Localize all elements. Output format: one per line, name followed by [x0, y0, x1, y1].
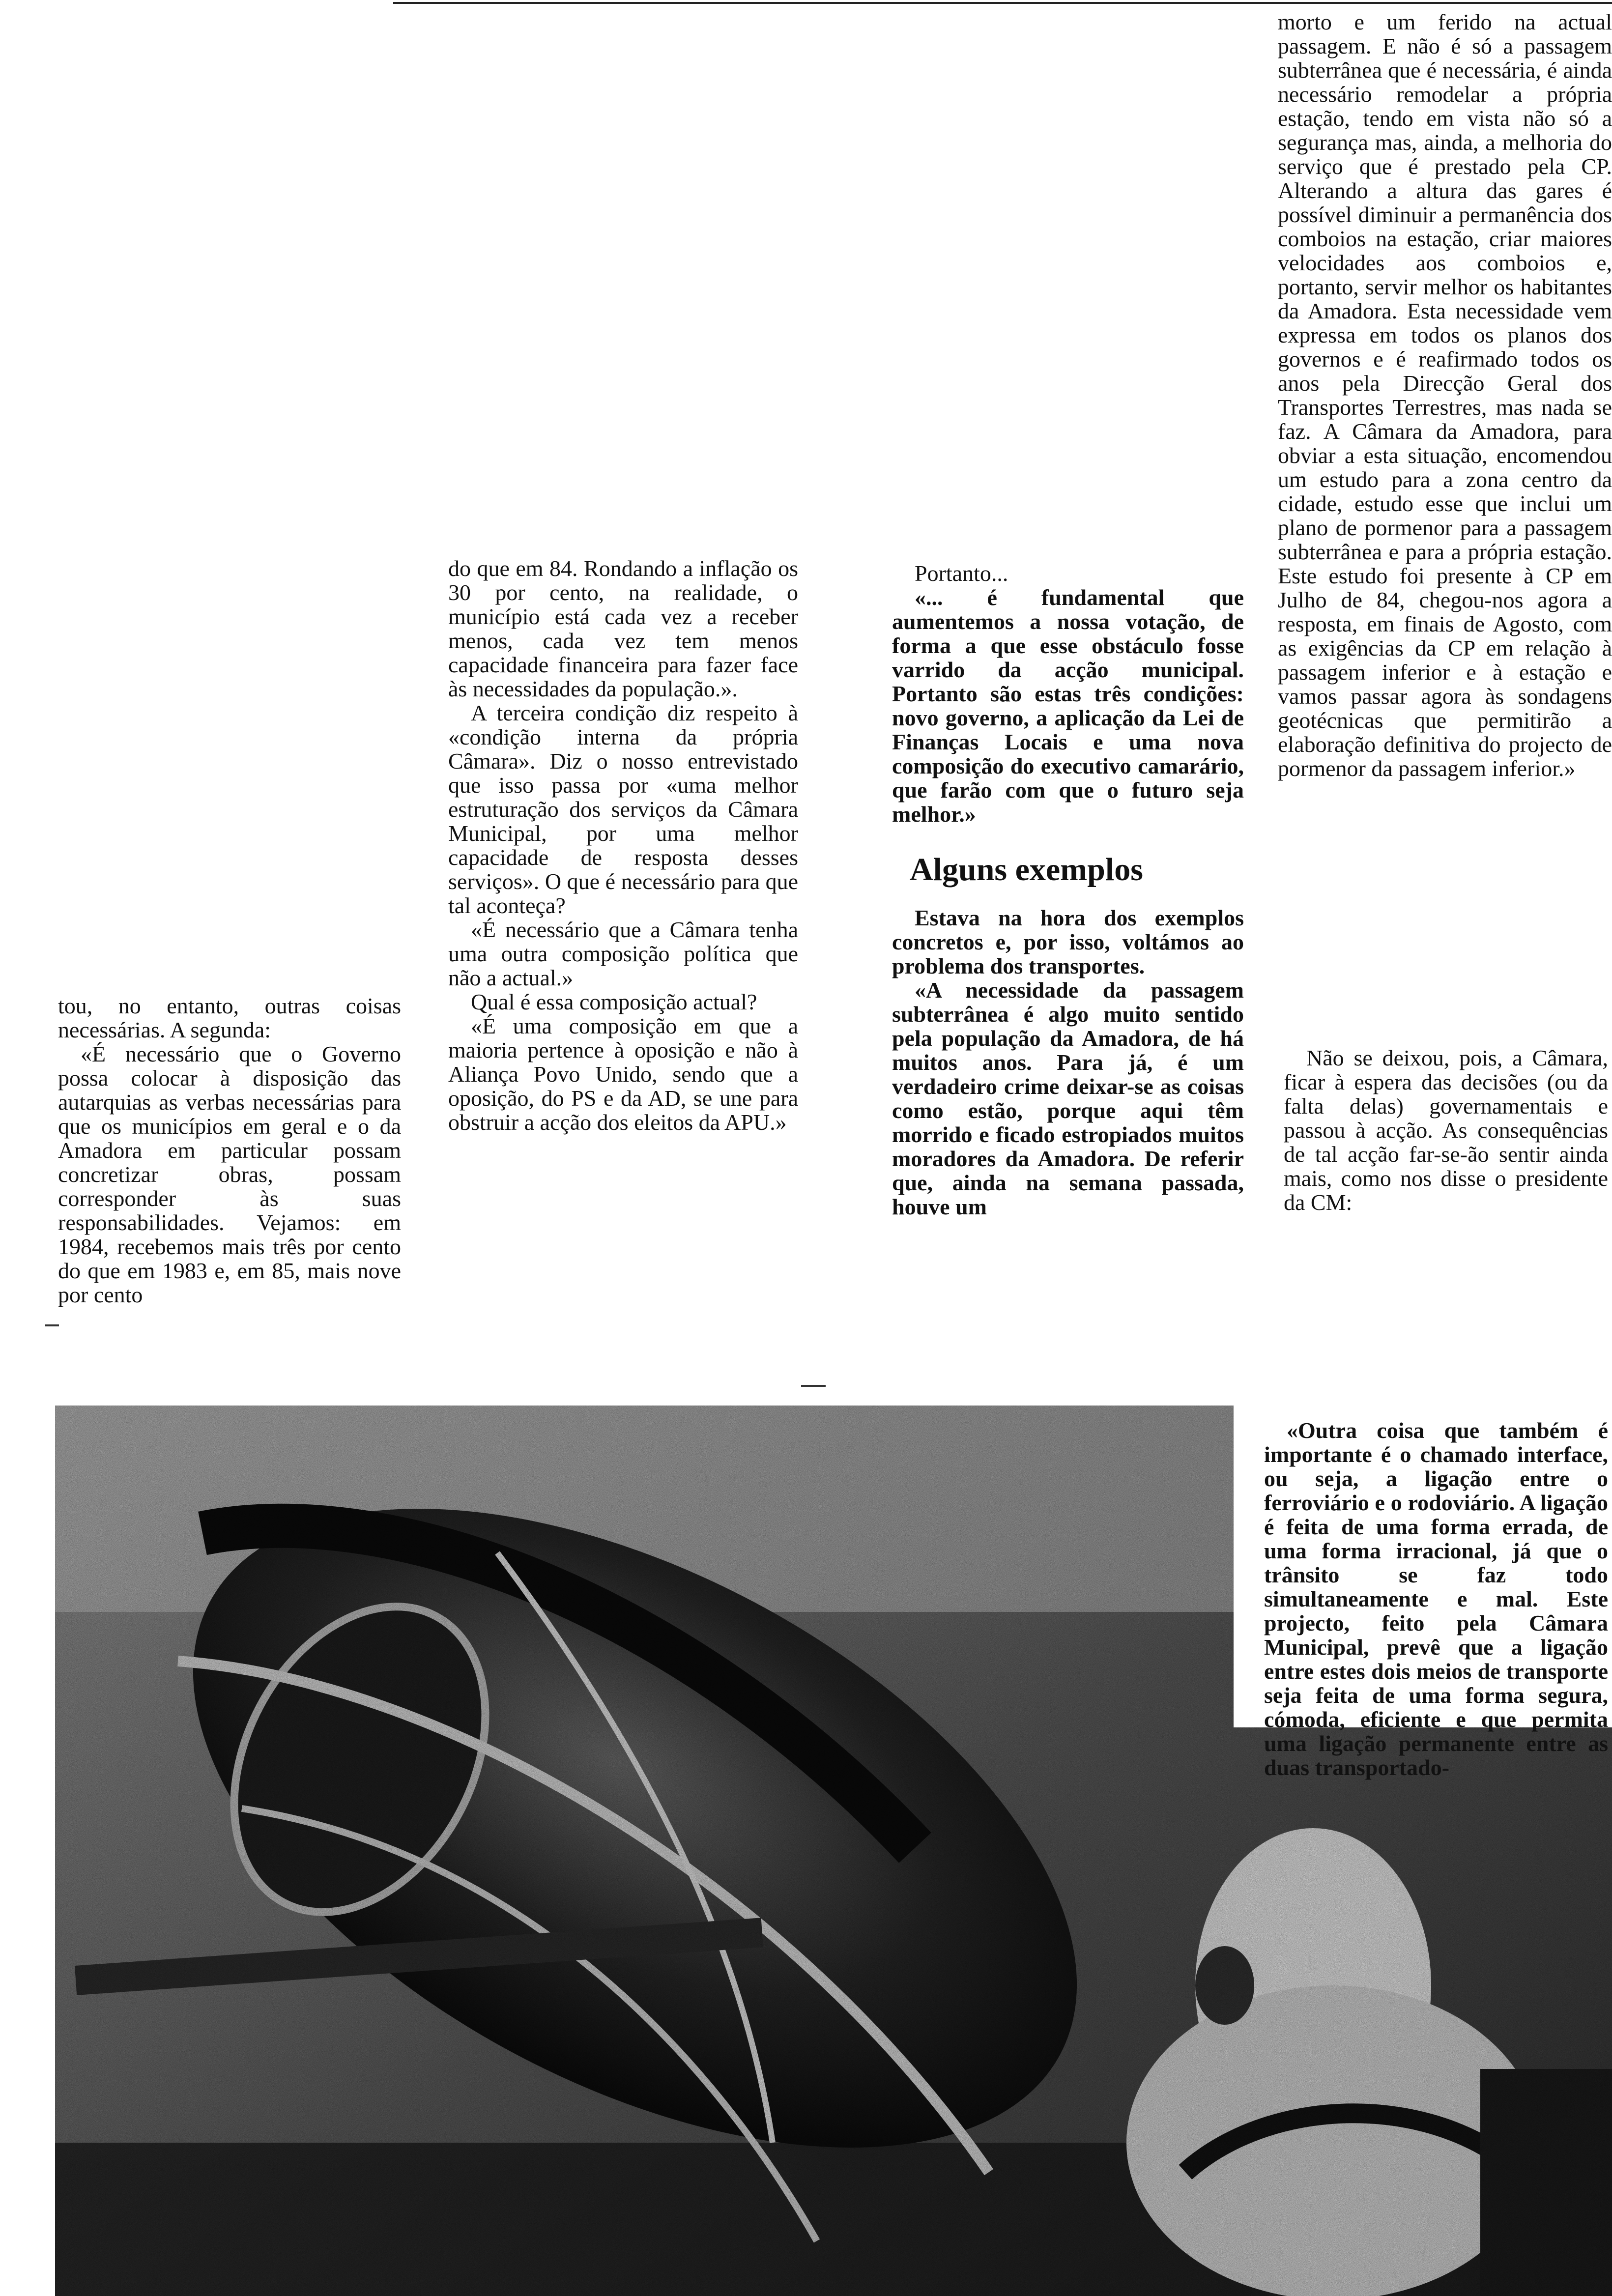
col4-paragraph-1: morto e um ferido na actual passagem. E não é só a passagem subterrânea que é necessária, é ainda necessário remodelar a própria estação, tendo em vista não só a segurança mas, ainda, a melhoria do serviço que é prestado pela CP. Alterando a altura das gares é possível diminuir a permanência dos comboios na estação, criar maiores velocidades aos comboios e, portanto, servir melhor os habitantes da Amadora. Esta necessidade vem expressa em todos os planos dos governos e é reafirmado todos os anos pela Direcção Geral dos Transportes Terrestres, mas nada se faz. A Câmara da Amadora, para obviar a esta situação, encomendou um estudo para a zona centro da cidade, estudo esse que inclui um plano de pormenor para a passagem subterrânea e para a própria estação. Este estudo foi presente à CP em Julho de 84, chegou-nos agora a resposta, em finais de Agosto, com as exigências da CP em relação à passagem inferior e à estação e vamos passar agora às sondagens geotécnicas que permitirão a elaboração definitiva do projecto de pormenor da passagem inferior.» — [1278, 9, 1612, 781]
col3-paragraph-2: «... é fundamental que aumentemos a nossa votação, de forma a que esse obstáculo fosse varrido da acção municipal. Portanto são estas três condições: novo governo, a aplicação da Lei de Finanças Locais e uma nova composição do executivo camarário, que farão com que o futuro seja melhor.» — [892, 585, 1244, 827]
col3-paragraph-3: Estava na hora dos exemplos concretos e, por isso, voltámos ao problema dos transportes. — [892, 905, 1244, 978]
column-4 — [1278, 10, 1612, 780]
margin-mark — [45, 1324, 59, 1326]
top-rule — [393, 2, 1612, 4]
col1-paragraph-2: «É necessário que o Governo possa colocar à disposição das autarquias as verbas necessárias para que os municípios em geral e o da Amadora em particular possam concretizar obras, possam corresponder às suas responsabilidades. Vejamos: em 1984, recebemos mais três por cento do que em 1983 e, em 85, mais nove por cento — [58, 1041, 401, 1307]
col2-paragraph-5: «É uma composição em que a maioria pertence à oposição e não à Aliança Povo Unido, sendo que a oposição, do PS e da AD, se une para obstruir a acção dos eleitos da APU.» — [448, 1013, 798, 1135]
column-3 — [892, 561, 1244, 1219]
column-4-continued — [1284, 1046, 1608, 1214]
col3-paragraph-4: «A necessidade da passagem subterrânea é algo muito sentido pela população da Amadora, de há muitos anos. Para já, é um verdadeiro crime deixar-se as coisas como estão, porque aqui têm morrido e ficado estropiados muitos moradores da Amadora. De referir que, ainda na semana passada, houve um — [892, 977, 1244, 1219]
col3-paragraph-1: Portanto... — [915, 561, 1008, 586]
column-1 — [58, 994, 401, 1307]
column-2 — [448, 556, 798, 1134]
margin-mark — [801, 1385, 826, 1387]
col1-paragraph-1: tou, no entanto, outras coisas necessárias. A segunda: — [58, 993, 401, 1042]
col2-paragraph-1: do que em 84. Rondando a inflação os 30 por cento, na realidade, o município está cada vez a receber menos, cada vez tem menos capacidade financeira para fazer face às necessidades da população.». — [448, 556, 798, 701]
section-heading: Alguns exemplos — [910, 852, 1143, 888]
col4-paragraph-2: Não se deixou, pois, a Câmara, ficar à espera das decisões (ou da falta delas) governamentais e passou à acção. As consequências de tal acção far-se-ão sentir ainda mais, como nos disse o presidente da CM: — [1284, 1045, 1608, 1215]
column-4-inset — [1264, 1418, 1608, 1779]
col4-paragraph-3: «Outra coisa que também é importante é o chamado interface, ou seja, a ligação entre o ferroviário e o rodoviário. A ligação é feita de uma forma errada, de uma forma irracional, já que o trânsito se faz todo simultaneamente e mal. Este projecto, feito pela Câmara Municipal, prevê que a ligação entre estes dois meios de transporte seja feita de uma forma segura, cómoda, eficiente e que permita uma ligação permanente entre as duas transportado- — [1264, 1418, 1608, 1780]
col2-paragraph-3: «É necessário que a Câmara tenha uma outra composição política que não a actual.» — [448, 917, 798, 990]
col2-paragraph-4: Qual é essa composição actual? — [471, 989, 757, 1014]
col2-paragraph-2: A terceira condição diz respeito à «condição interna da própria Câmara». Diz o nosso entrevistado que isso passa por «uma melhor estruturação dos serviços da Câmara Municipal, por uma melhor capacidade de resposta desses serviços». O que é necessário para que tal aconteça? — [448, 700, 798, 918]
